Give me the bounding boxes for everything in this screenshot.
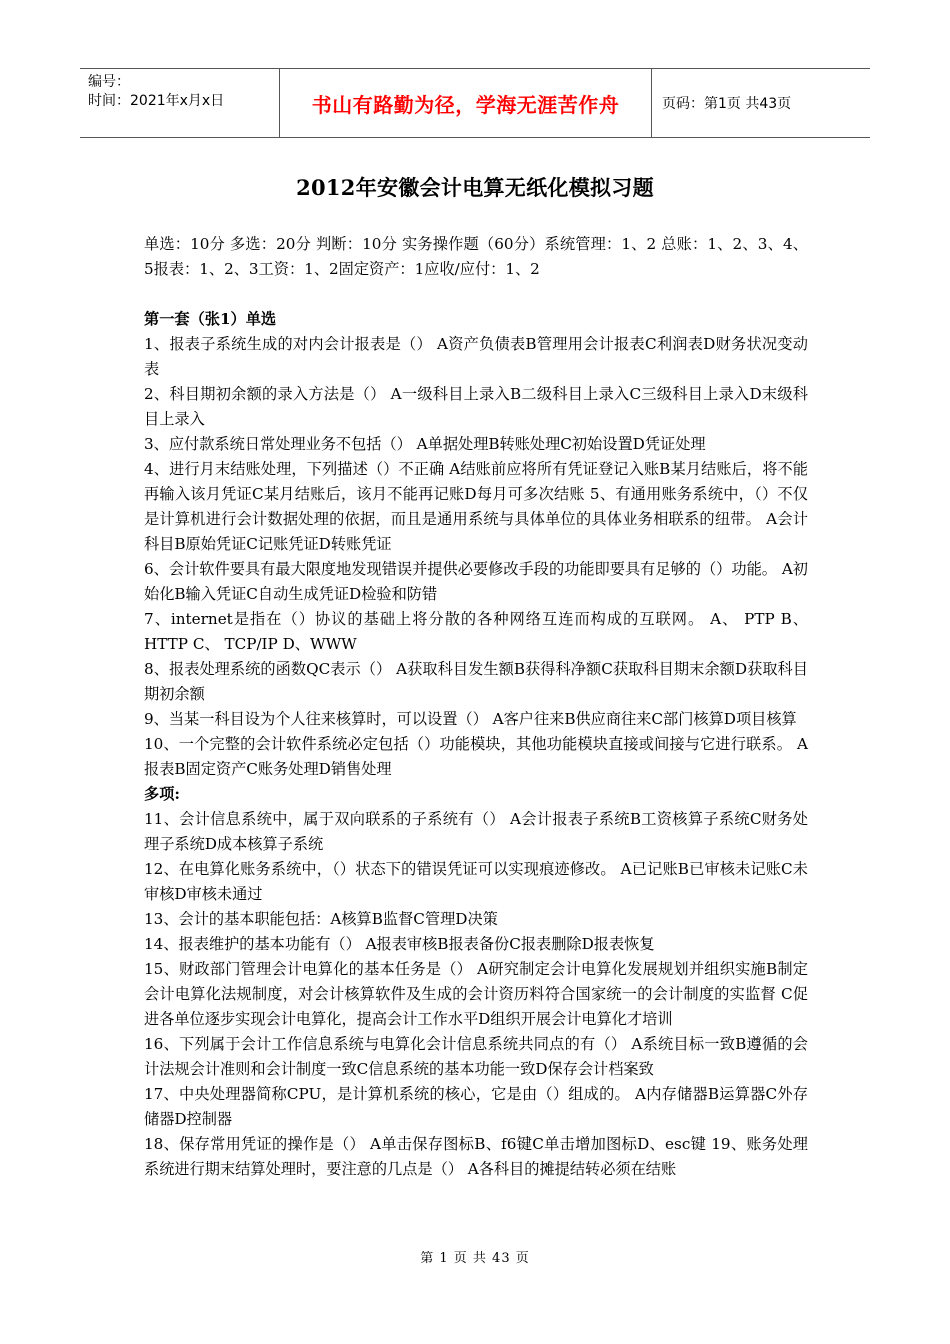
header-page-info-cell [652,69,870,137]
question-item: 2、科目期初余额的录入方法是（） A一级科目上录入B二级科目上录入C三级科目上录入D末级科目上录入 [144,385,808,428]
question-item: 17、中央处理器简称CPU，是计算机系统的核心，它是由（）组成的。 A内存储器B运算器C外存储器D控制器 [144,1085,808,1128]
question-item: 8、报表处理系统的函数QC表示（） A获取科目发生额B获得科净额C获取科目期末余额D获取科目期初余额 [144,660,808,703]
question-item: 18、保存常用凭证的操作是（） A单击保存图标B、f6键C单击增加图标D、esc键 19、账务处理系统进行期末结算处理时，要注意的几点是（） A各科目的摊提结转必须在结账 [144,1135,808,1178]
document-body [144,232,808,1182]
document-date: 时间：2021年x月x日 [88,93,225,109]
question-item: 13、会计的基本职能包括：A核算B监督C管理D决策 [144,910,498,928]
header-motto-cell [280,69,652,137]
question-item: 11、会计信息系统中，属于双向联系的子系统有（） A会计报表子系统B工资核算子系统C财务处理子系统D成本核算子系统 [144,810,808,853]
document-number-label: 编号： [88,74,130,90]
question-item: 4、进行月末结账处理，下列描述（）不正确 A结账前应将所有凭证登记入账B某月结账后，将不能再输入该月凭证C某月结账后，该月不能再记账D每月可多次结账 5、有通用账务系统中，（）不仅是计算机进行会计数据处理的依据，而且是通用系统与具体单位的具体业务相联系的纽带。 A会计科目B原始凭证C记账凭证D转账凭证 [144,460,808,553]
question-item: 10、一个完整的会计软件系统必定包括（）功能模块，其他功能模块直接或间接与它进行联系。 A报表B固定资产C账务处理D销售处理 [144,735,808,778]
question-item: 15、财政部门管理会计电算化的基本任务是（） A研究制定会计电算化发展规划并组织实施B制定会计电算化法规制度，对会计核算软件及生成的会计资历料符合国家统一的会计制度的实监督 C促进各单位逐步实现会计电算化，提高会计工作水平D组织开展会计电算化才培训 [144,960,808,1028]
question-item: 14、报表维护的基本功能有（） A报表审核B报表备份C报表删除D报表恢复 [144,935,655,953]
question-item: 12、在电算化账务系统中，（）状态下的错误凭证可以实现痕迹修改。 A已记账B已审核未记账C未审核D审核未通过 [144,860,808,903]
document-title: 2012年安徽会计电算无纸化模拟习题 [296,175,654,200]
question-item: 16、下列属于会计工作信息系统与电算化会计信息系统共同点的有（） A系统目标一致B遵循的会计法规会计准则和会计制度一致C信息系统的基本功能一致D保存会计档案致 [144,1035,808,1078]
question-item: 1、报表子系统生成的对内会计报表是（） A资产负债表B管理用会计报表C利润表D财务状况变动表 [144,335,808,378]
section-heading-single-choice: 第一套（张1）单选 [144,310,277,328]
score-intro: 单选：10分 多选：20分 判断：10分 实务操作题（60分）系统管理：1、2 总账：1、2、3、4、5报表：1、2、3工资：1、2固定资产：1应收/应付：1、2 [144,235,808,278]
question-item: 7、internet是指在（）协议的基础上将分散的各种网络互连而构成的互联网。 A、 PTP B、 HTTP C、 TCP/IP D、WWW [144,610,808,653]
page-header [80,68,870,138]
header-motto: 书山有路勤为径，学海无涯苦作舟 [311,92,620,117]
page-footer: 第 1 页 共 43 页 [420,1251,530,1266]
question-item: 9、当某一科目设为个人往来核算时，可以设置（） A客户往来B供应商往来C部门核算D项目核算 [144,710,797,728]
header-page-info: 页码：第1页 共43页 [662,96,792,112]
question-item: 6、会计软件要具有最大限度地发现错误并提供必要修改手段的功能即要具有足够的（）功能。 A初始化B输入凭证C自动生成凭证D检验和防错 [144,560,808,603]
header-meta [80,69,280,137]
question-item: 3、应付款系统日常处理业务不包括（） A单据处理B转账处理C初始设置D凭证处理 [144,435,706,453]
section-heading-multiple-choice: 多项: [144,785,180,803]
